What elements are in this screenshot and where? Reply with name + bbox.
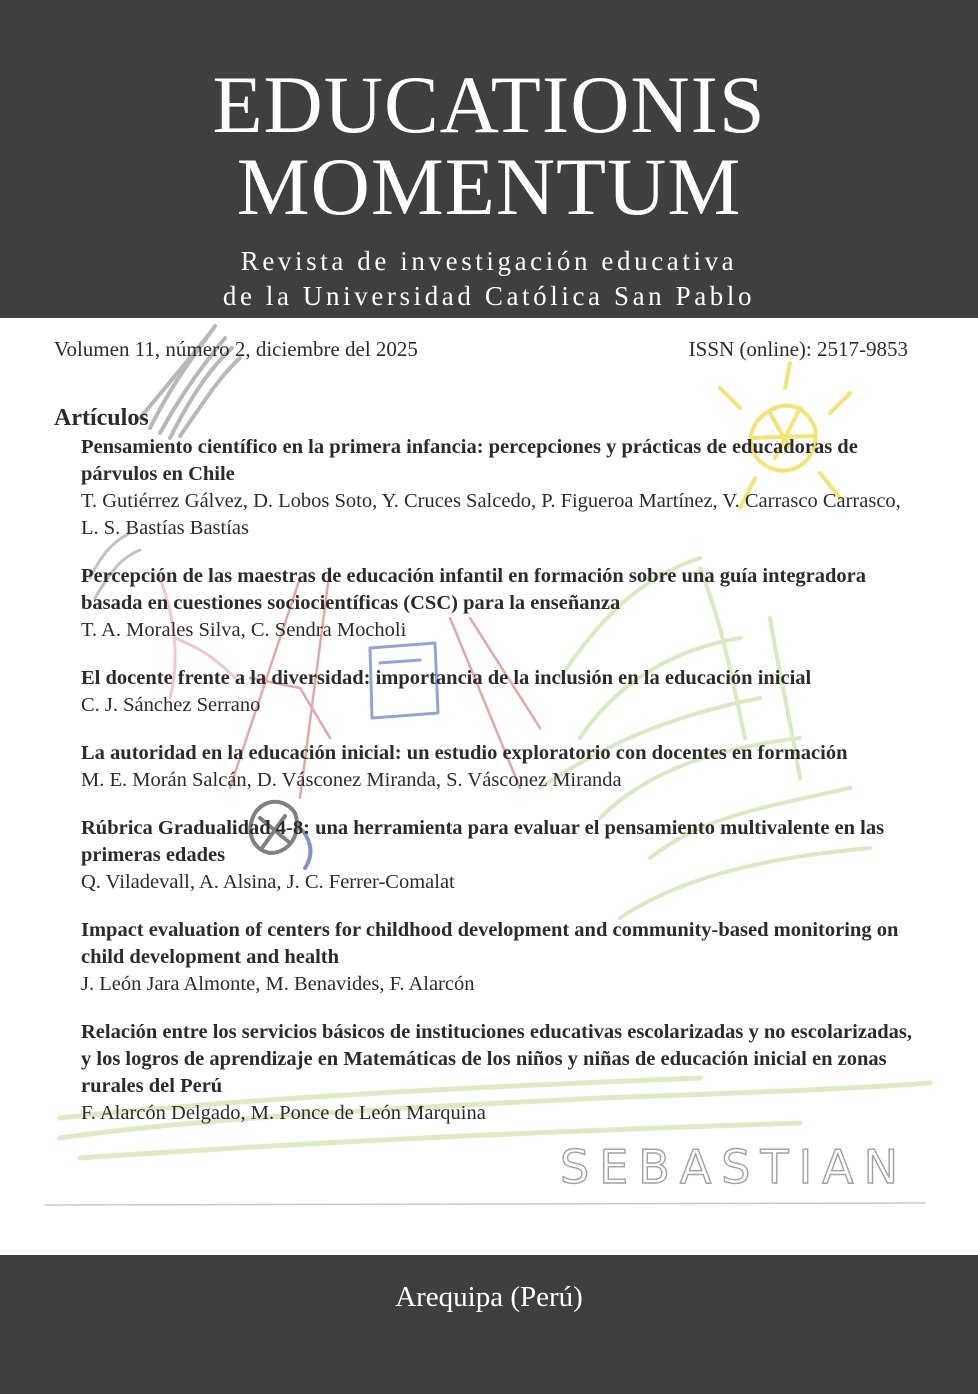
section-title: Artículos (54, 405, 149, 431)
article-authors: Q. Viladevall, A. Alsina, J. C. Ferrer-Comalat (81, 871, 455, 893)
article-item (81, 563, 914, 644)
cover-footer (0, 1255, 978, 1394)
article-item (81, 815, 914, 896)
issn-info: ISSN (online): 2517-9853 (688, 337, 908, 361)
article-item (81, 434, 914, 542)
journal-subtitle-line-1: Revista de investigación educativa (240, 246, 738, 276)
article-authors: T. A. Morales Silva, C. Sendra Mocholi (81, 619, 407, 641)
article-authors: C. J. Sánchez Serrano (81, 694, 261, 716)
article-item (81, 1019, 914, 1127)
article-authors: M. E. Morán Salcán, D. Vásconez Miranda, S. Vásconez Miranda (81, 769, 622, 791)
child-signature: SEBASTIAN (560, 1140, 909, 1194)
article-authors: J. León Jara Almonte, M. Benavides, F. Alarcón (81, 973, 475, 995)
article-item (81, 740, 914, 794)
article-item (81, 665, 914, 719)
journal-subtitle-line-2: de la Universidad Católica San Pablo (222, 281, 756, 311)
article-title: Impact evaluation of centers for childhood development and community-based monitoring on child development and health (81, 919, 899, 968)
article-title: El docente frente a la diversidad: importancia de la inclusión en la educación inicial (81, 667, 812, 689)
article-item (81, 917, 914, 998)
article-authors: F. Alarcón Delgado, M. Ponce de León Marquina (81, 1102, 486, 1124)
article-title: Percepción de las maestras de educación infantil en formación sobre una guía integradora basada en cuestiones sociocientíficas (CSC) para la enseñanza (81, 565, 867, 614)
article-title: Relación entre los servicios básicos de instituciones educativas escolarizadas y no escolarizadas, y los logros de aprendizaje en Matemáticas de los niños y niñas de educación inicial en zonas rurales del Perú (81, 1021, 912, 1097)
baseline (45, 1203, 925, 1205)
articles-section (54, 404, 914, 1148)
article-title: La autoridad en la educación inicial: un estudio exploratorio con docentes en formación (81, 742, 848, 764)
publication-place: Arequipa (Perú) (395, 1281, 583, 1313)
journal-title-line-2: MOMENTUM (236, 141, 742, 232)
article-title: Rúbrica Gradualidad 4-8: una herramienta para evaluar el pensamiento multivalente en las primeras edades (81, 817, 885, 866)
article-authors: T. Gutiérrez Gálvez, D. Lobos Soto, Y. Cruces Salcedo, P. Figueroa Martínez, V. Carrasco Carrasco, L. S. Bastías Bastías (81, 490, 901, 539)
cover-header (0, 0, 978, 318)
article-title: Pensamiento científico en la primera infancia: percepciones y prácticas de educadoras de párvulos en Chile (81, 436, 858, 485)
volume-info: Volumen 11, número 2, diciembre del 2025 (54, 337, 418, 361)
journal-title-line-1: EDUCATIONIS (212, 59, 766, 150)
